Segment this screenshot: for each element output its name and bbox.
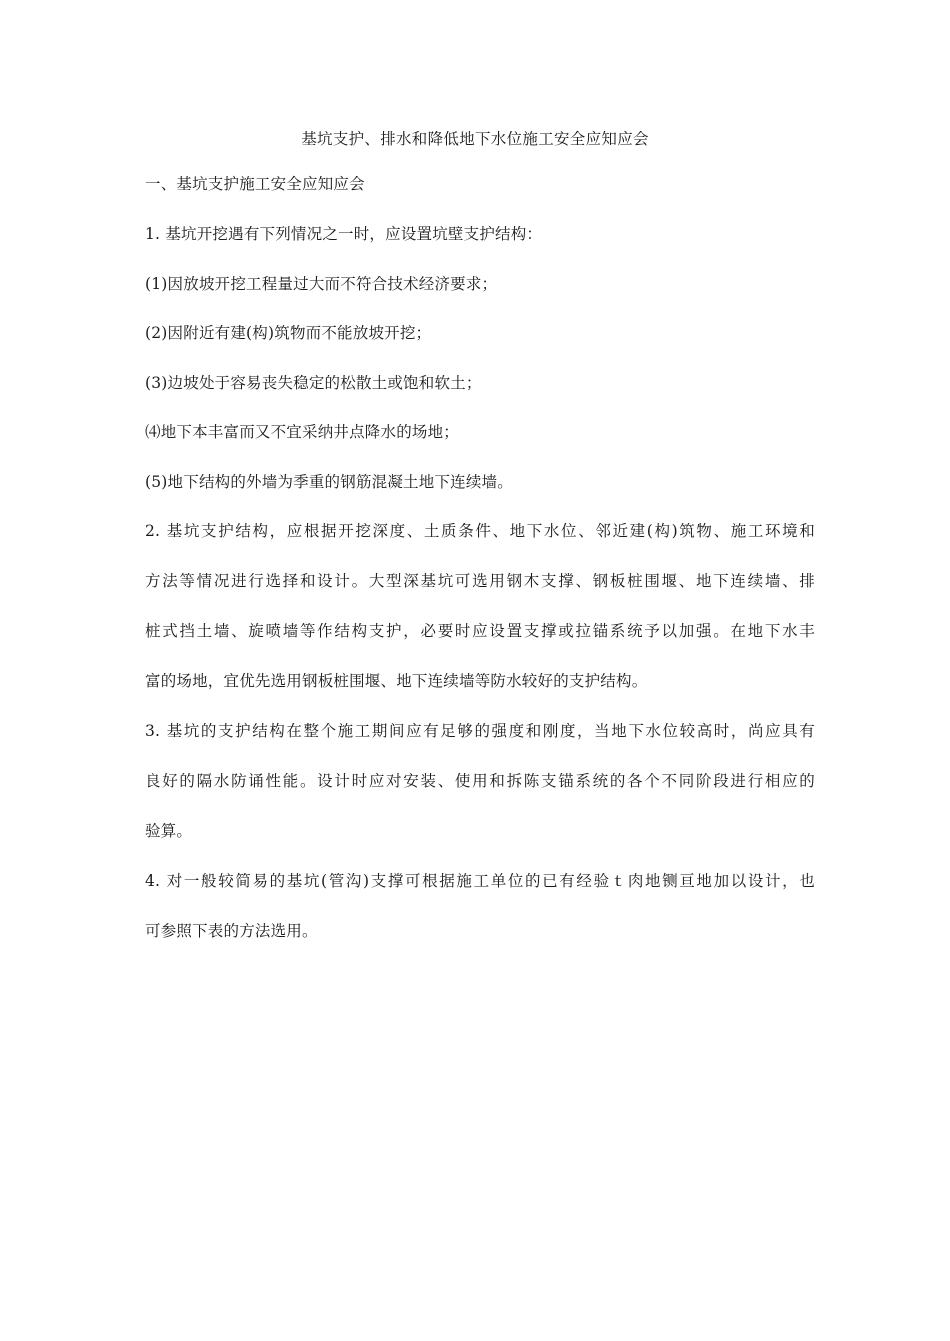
item3-line1: 3. 基坑的支护结构在整个施工期间应有足够的强度和刚度，当地下水位较高时，尚应具有 xyxy=(145,722,815,740)
item4-line2: 可参照下表的方法选用。 xyxy=(145,922,318,940)
section-heading: 一、基坑支护施工安全应知应会 xyxy=(145,175,365,193)
item2-line1: 2. 基坑支护结构，应根据开挖深度、土质条件、地下水位、邻近建(构)筑物、施工环境和 xyxy=(145,522,815,540)
item1-sub3: (3)边坡处于容易丧失稳定的松散土或饱和软土； xyxy=(145,374,482,392)
item2-line2: 方法等情况进行选择和设计。大型深基坑可选用钢木支撑、钢板桩围堰、地下连续墙、排 xyxy=(145,572,815,590)
item3-line2: 良好的隔水防诵性能。设计时应对安装、使用和拆陈支锚系统的各个不同阶段进行相应的 xyxy=(145,772,815,790)
item2-line4: 富的场地，宜优先选用钢板桩围堰、地下连续墙等防水较好的支护结构。 xyxy=(145,672,648,690)
item1-sub1: (1)因放坡开挖工程量过大而不符合技术经济要求； xyxy=(145,275,498,293)
item3-line3: 验算。 xyxy=(145,822,193,840)
item1-sub4: ⑷地下本丰富而又不宜采纳井点降水的场地； xyxy=(145,423,460,441)
item1-intro: 1. 基坑开挖遇有下列情况之一时，应设置坑壁支护结构： xyxy=(145,225,543,243)
document-title: 基坑支护、排水和降低地下水位施工安全应知应会 xyxy=(301,130,649,148)
item4-line1: 4. 对一般较简易的基坑(管沟)支撑可根据施工单位的已有经验ｔ肉地铡亘地加以设计，也 xyxy=(145,872,815,890)
item1-sub5: (5)地下结构的外墙为季重的钢筋混凝土地下连续墙。 xyxy=(145,473,513,491)
item1-sub2: (2)因附近有建(构)筑物而不能放坡开挖； xyxy=(145,324,432,342)
item2-line3: 桩式挡土墙、旋喷墙等作结构支护，必要时应设置支撑或拉锚系统予以加强。在地下水丰 xyxy=(145,622,815,640)
